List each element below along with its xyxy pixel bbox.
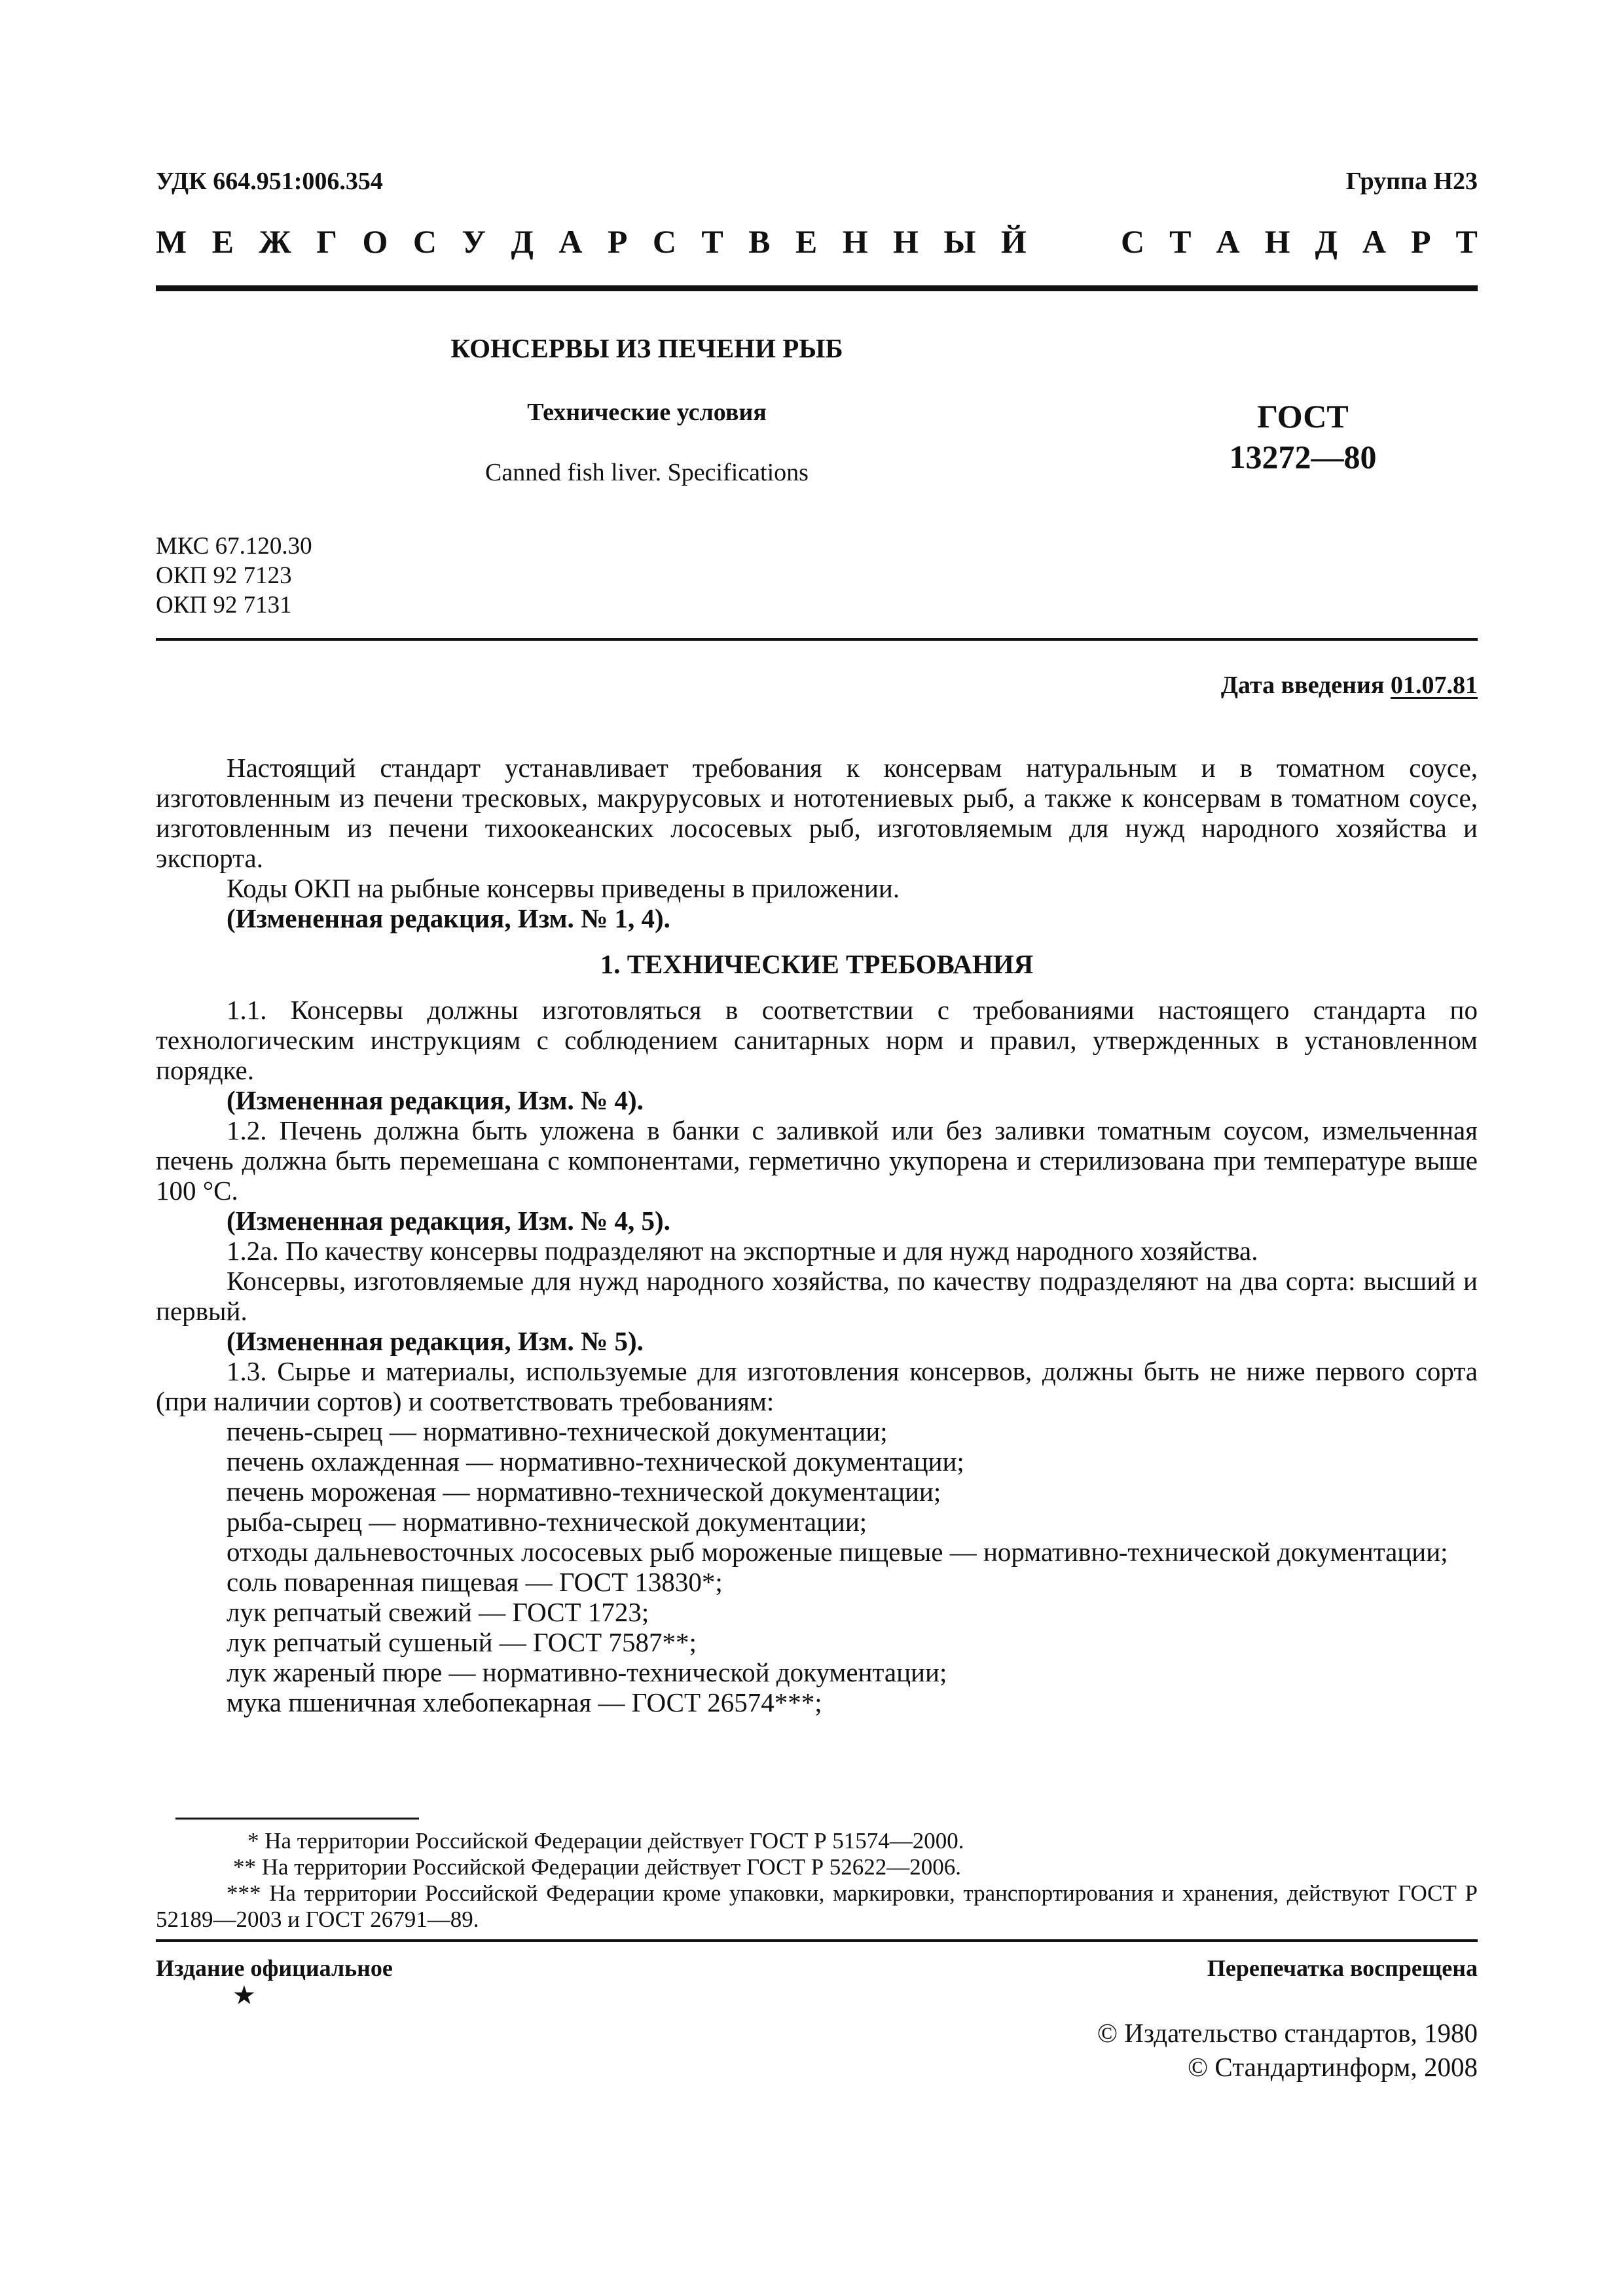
document-title: КОНСЕРВЫ ИЗ ПЕЧЕНИ РЫБ: [450, 333, 843, 363]
okp-note: Коды ОКП на рыбные консервы приведены в приложении.: [227, 873, 900, 903]
heading-letter: С: [1121, 223, 1145, 260]
footnote-rule: [175, 1818, 419, 1820]
classification-codes: [156, 531, 312, 620]
heading-letter: А: [1362, 223, 1386, 260]
heading-letter: С: [652, 223, 676, 260]
date-value: 01.07.81: [1391, 672, 1478, 699]
footnote-2: ** На территории Российской Федерации действует ГОСТ Р 52622—2006.: [233, 1854, 962, 1880]
group-code: Группа Н23: [1345, 168, 1478, 195]
heading-letter: Н: [842, 223, 868, 260]
footer-rule: [156, 1939, 1478, 1942]
official-edition: Издание официальное: [156, 1955, 393, 1981]
star-icon: ★: [232, 1981, 256, 2010]
heading-letter: У: [462, 223, 486, 260]
section-heading: 1. ТЕХНИЧЕСКИЕ ТРЕБОВАНИЯ: [600, 949, 1034, 979]
heading-letter: О: [362, 223, 388, 260]
footnotes: [156, 1828, 1478, 1933]
heading-letter: Ы: [943, 223, 976, 260]
heading-letter: Г: [316, 223, 338, 260]
standard-word-interstate: [156, 223, 1027, 260]
interstate-standard-heading: [156, 223, 1478, 260]
okp-code-1: ОКП 92 7123: [156, 562, 292, 589]
heading-letter: В: [748, 223, 771, 260]
list-item: соль поваренная пищевая — ГОСТ 13830*;: [227, 1567, 723, 1597]
amendment-note: (Измененная редакция, Изм. № 4, 5).: [227, 1206, 670, 1236]
clause-1-1: 1.1. Консервы должны изготовляться в соответствии с требованиями настоящего стандарта по технологическим инструкциям с соблюдением санитарных норм и правил, утвержденных в установленном порядке.: [156, 995, 1478, 1085]
footnote-1: * На территории Российской Федерации действует ГОСТ Р 51574—2000.: [247, 1828, 964, 1854]
header-rule: [156, 285, 1478, 291]
document-title-english: Canned fish liver. Specifications: [485, 459, 809, 486]
heading-letter: Р: [607, 223, 628, 260]
okp-code-2: ОКП 92 7131: [156, 592, 292, 619]
heading-letter: С: [412, 223, 437, 260]
list-item: отходы дальневосточных лососевых рыб мороженые пищевые — нормативно-технической документации;: [227, 1537, 1448, 1567]
heading-letter: Ж: [259, 223, 291, 260]
list-item: лук репчатый свежий — ГОСТ 1723;: [227, 1597, 649, 1627]
list-item: печень-сырец — нормативно-технической документации;: [227, 1416, 888, 1446]
heading-letter: Т: [701, 223, 723, 260]
reprint-notice: Перепечатка воспрещена: [1207, 1955, 1478, 1981]
heading-letter: Т: [1455, 223, 1478, 260]
heading-letter: А: [1216, 223, 1240, 260]
body-text: [156, 753, 1478, 1717]
list-item: рыба-сырец — нормативно-технической документации;: [227, 1507, 867, 1537]
list-item: печень мороженая — нормативно-технической документации;: [227, 1477, 941, 1507]
clause-1-3: 1.3. Сырье и материалы, используемые для изготовления консервов, должны быть не ниже первого сорта (при наличии сортов) и соответствовать требованиям:: [156, 1356, 1478, 1416]
heading-letter: Д: [1315, 223, 1338, 260]
heading-letter: Т: [1169, 223, 1192, 260]
udk-code: УДК 664.951:006.354: [156, 168, 383, 195]
gost-label: ГОСТ: [1257, 398, 1349, 435]
heading-letter: Е: [211, 223, 234, 260]
copyright-block: [1097, 2016, 1478, 2084]
amendment-note: (Измененная редакция, Изм. № 4).: [227, 1085, 644, 1115]
gost-designation: [1133, 396, 1473, 477]
copyright-1980: © Издательство стандартов, 1980: [1097, 2018, 1478, 2048]
heading-letter: Й: [1000, 223, 1027, 260]
amendment-note: (Измененная редакция, Изм. № 5).: [227, 1326, 644, 1356]
heading-letter: Р: [1411, 223, 1431, 260]
list-item: печень охлажденная — нормативно-технической документации;: [227, 1446, 964, 1477]
heading-letter: Н: [1264, 223, 1290, 260]
clause-1-2: 1.2. Печень должна быть уложена в банки с заливкой или без заливки томатным соусом, измельченная печень должна быть перемешана с компонентами, герметично укупорена и стерилизована при температуре выше 100 °С.: [156, 1115, 1478, 1206]
amendment-note: (Измененная редакция, Изм. № 1, 4).: [227, 903, 670, 933]
gost-number: 13272—80: [1229, 439, 1377, 475]
heading-letter: М: [156, 223, 187, 260]
list-item: мука пшеничная хлебопекарная — ГОСТ 26574***;: [227, 1687, 822, 1717]
clause-1-2a-continued: Консервы, изготовляемые для нужд народного хозяйства, по качеству подразделяют на два сорта: высший и первый.: [156, 1266, 1478, 1326]
standard-word-standard: [1121, 223, 1478, 260]
clause-1-2a: 1.2а. По качеству консервы подразделяют на экспортные и для нужд народного хозяйства.: [227, 1236, 1258, 1266]
introduction-date: [1221, 671, 1478, 700]
codes-rule: [156, 638, 1478, 641]
intro-paragraph: Настоящий стандарт устанавливает требования к консервам натуральным и в томатном соусе, изготовленным из печени тресковых, макрурусовых и нототениевых рыб, а также к консервам в томатном соусе, изготовленным из печени тихоокеанских лососевых рыб, изготовляемым для нужд народного хозяйства и экспорта.: [156, 753, 1478, 873]
heading-letter: А: [558, 223, 583, 260]
date-label: Дата введения: [1220, 672, 1391, 699]
document-subtitle: Технические условия: [527, 399, 767, 426]
mks-code: МКС 67.120.30: [156, 533, 312, 560]
heading-letter: Е: [795, 223, 818, 260]
heading-letter: Н: [893, 223, 919, 260]
footnote-3: *** На территории Российской Федерации кроме упаковки, маркировки, транспортирования и хранения, действуют ГОСТ Р 52189—2003 и ГОСТ 26791—89.: [156, 1880, 1478, 1932]
copyright-2008: © Стандартинформ, 2008: [1188, 2052, 1478, 2082]
list-item: лук жареный пюре — нормативно-технической документации;: [227, 1657, 947, 1687]
list-item: лук репчатый сушеный — ГОСТ 7587**;: [227, 1627, 697, 1657]
heading-letter: Д: [511, 223, 534, 260]
